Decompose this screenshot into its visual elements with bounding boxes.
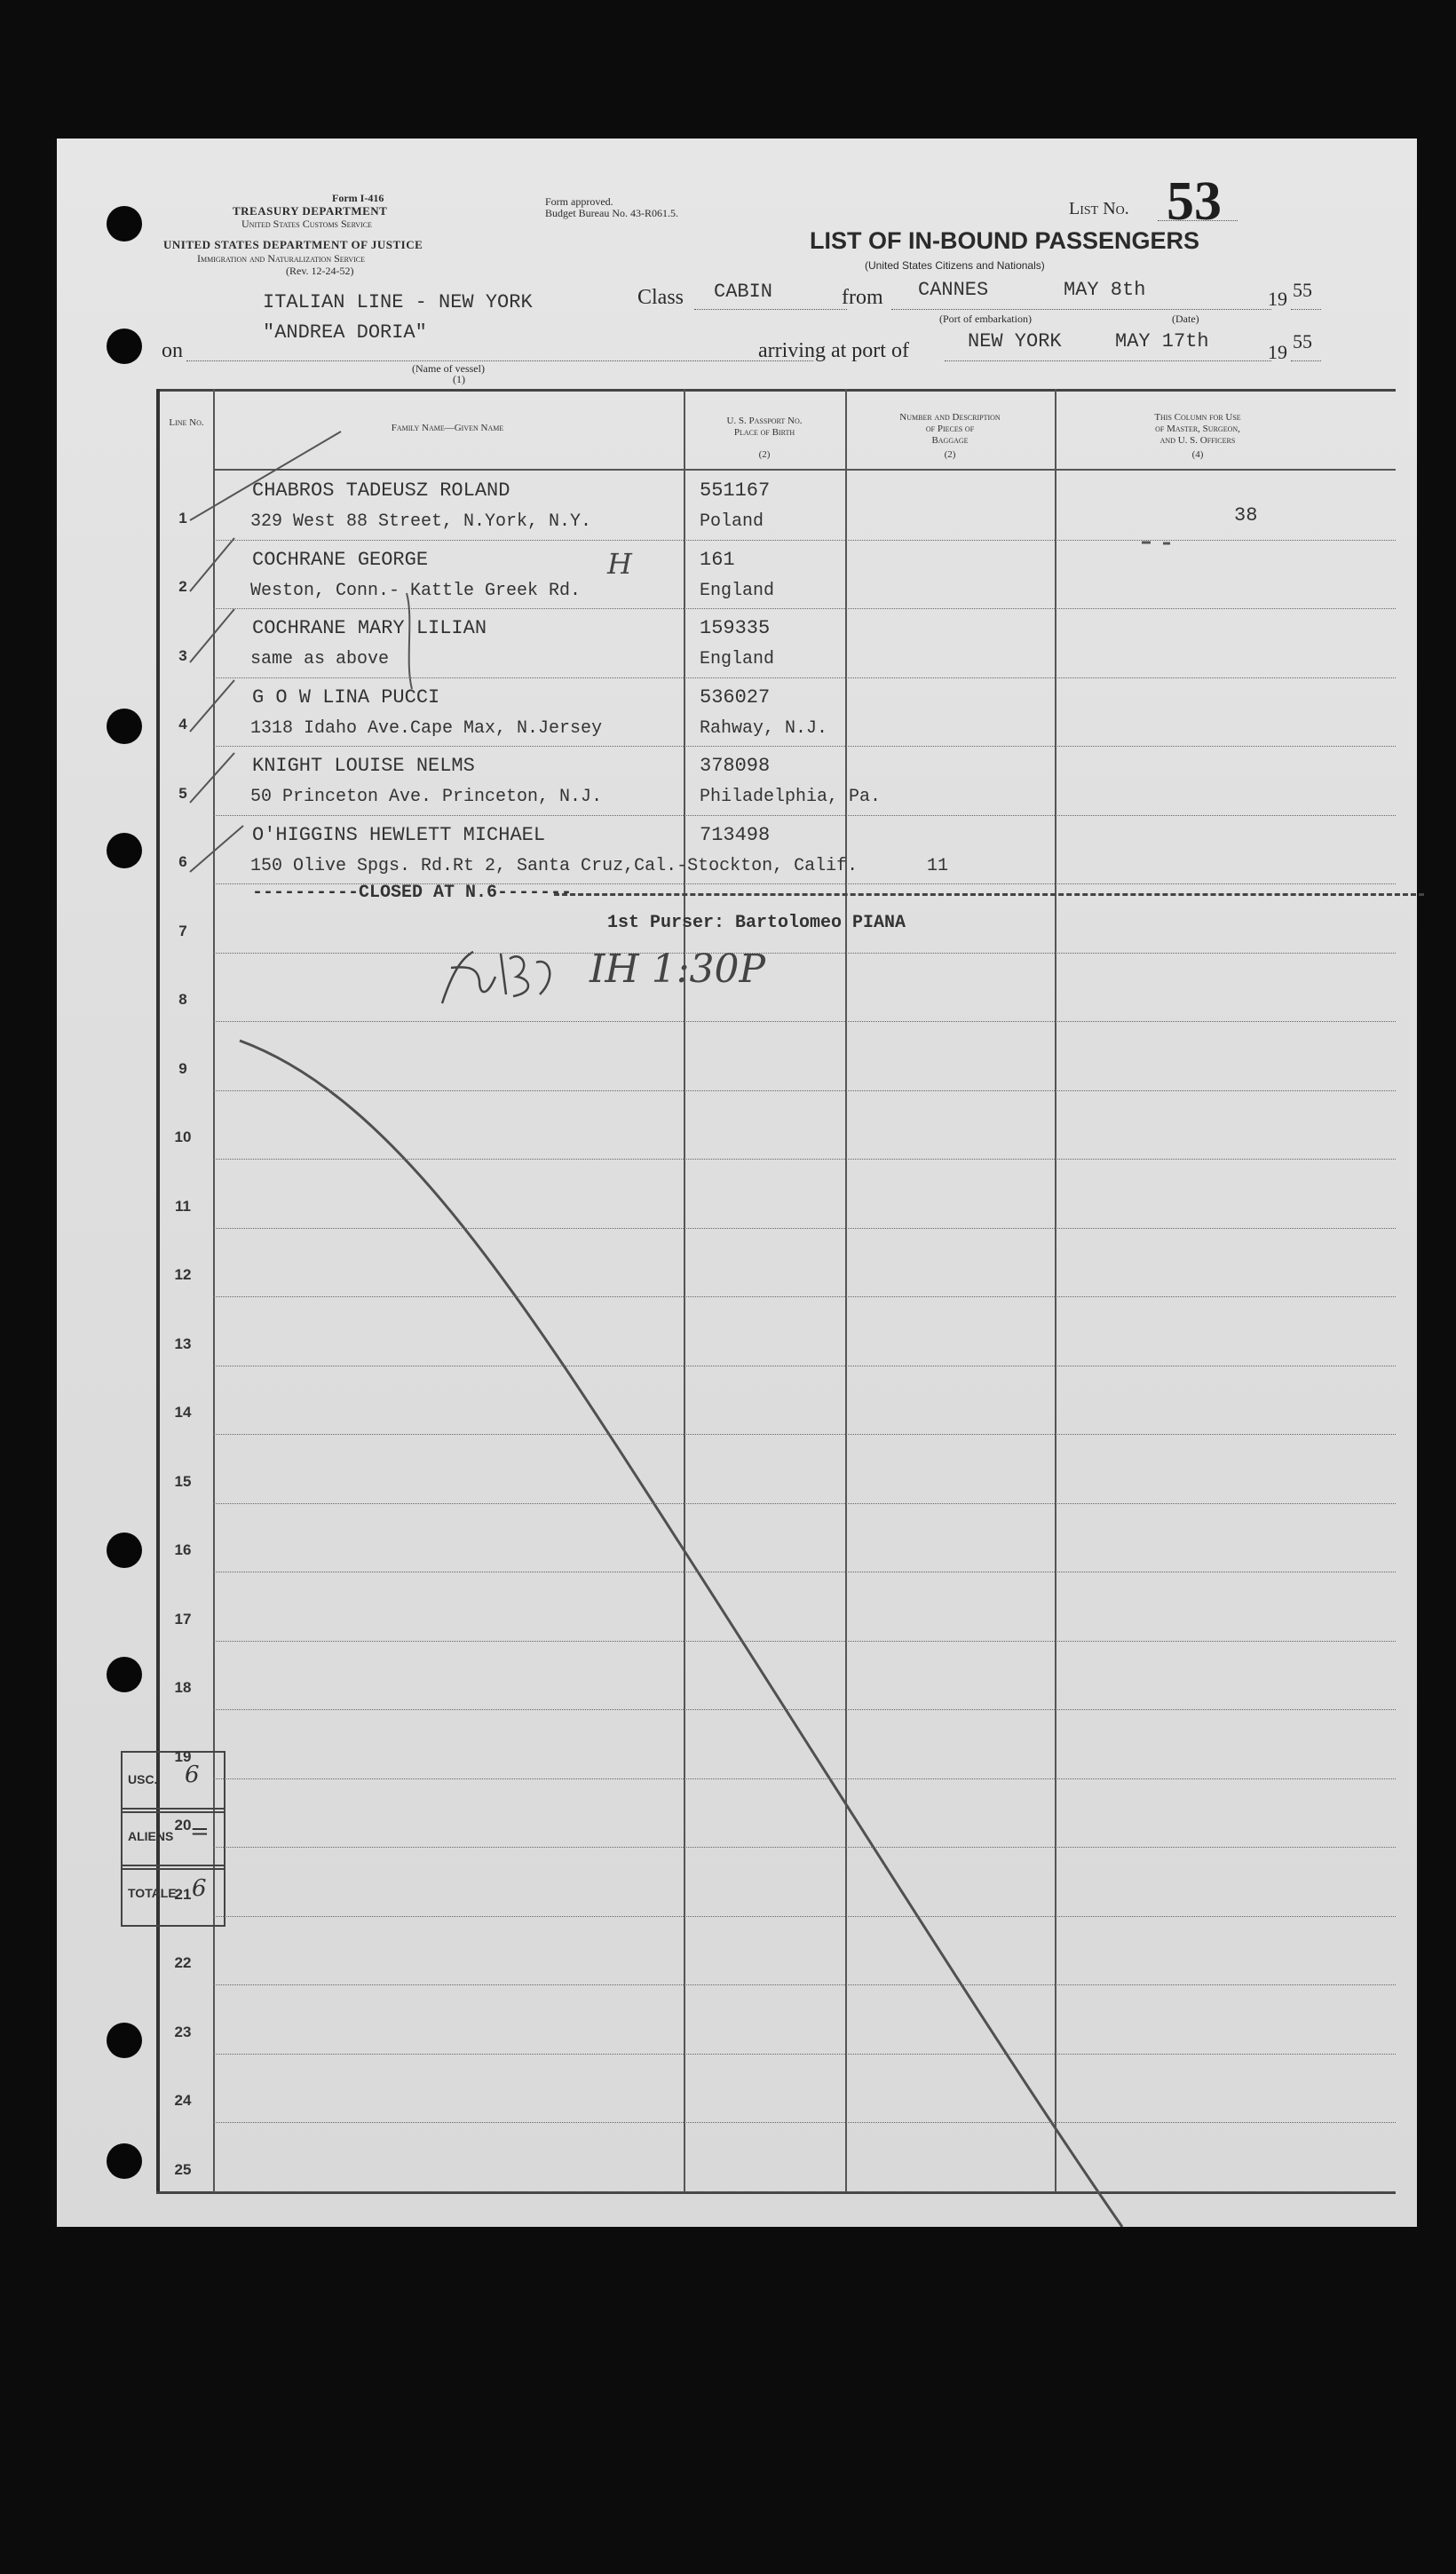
cancellation-strokes bbox=[57, 139, 1417, 2227]
on-label: on bbox=[162, 339, 183, 362]
vessel-name: "ANDREA DORIA" bbox=[263, 321, 427, 344]
row-rule bbox=[213, 883, 1396, 884]
passenger-address: Weston, Conn.- Kattle Greek Rd. bbox=[250, 581, 582, 601]
place-of-birth: Rahway, N.J. bbox=[700, 718, 828, 739]
arriving-label: arriving at port of bbox=[758, 339, 909, 362]
line-number: 5 bbox=[178, 785, 187, 802]
line-number: 19 bbox=[174, 1748, 192, 1765]
passport-number: 713498 bbox=[700, 824, 771, 846]
row-rule bbox=[213, 1159, 1396, 1160]
row-rule bbox=[213, 1090, 1396, 1091]
line-number: 3 bbox=[178, 647, 187, 664]
line-number: 4 bbox=[178, 716, 187, 733]
row-rule bbox=[213, 1021, 1396, 1022]
line-number: 6 bbox=[178, 853, 187, 870]
place-of-birth: Philadelphia, Pa. bbox=[700, 787, 882, 807]
line-number: 12 bbox=[174, 1266, 192, 1283]
place-of-birth: Poland bbox=[700, 511, 764, 532]
shipping-line: ITALIAN LINE - NEW YORK bbox=[263, 291, 533, 313]
purser-signature: 1st Purser: Bartolomeo PIANA bbox=[607, 913, 906, 933]
class-value: CABIN bbox=[714, 281, 773, 303]
passport-number: 159335 bbox=[700, 617, 771, 639]
col-birth: Place of Birth bbox=[733, 427, 795, 438]
col-name: Family Name—Given Name bbox=[391, 423, 504, 433]
row-rule bbox=[213, 815, 1396, 816]
line-number: 2 bbox=[178, 578, 187, 595]
punch-hole bbox=[107, 329, 142, 364]
form-approved: Form approved. bbox=[545, 195, 613, 208]
line-number: 24 bbox=[174, 2092, 192, 2109]
punch-hole bbox=[107, 1533, 142, 1568]
row-rule bbox=[213, 1847, 1396, 1848]
arrival-date: MAY 17th bbox=[1115, 330, 1209, 352]
passenger-address: 329 West 88 Street, N.York, N.Y. bbox=[250, 511, 592, 532]
line-number: 7 bbox=[178, 923, 187, 939]
line-number: 16 bbox=[174, 1541, 192, 1558]
line-number: 20 bbox=[174, 1817, 192, 1833]
passport-number: 551167 bbox=[700, 479, 771, 502]
year: 55 bbox=[1293, 279, 1312, 301]
line-number: 13 bbox=[174, 1335, 192, 1352]
place-of-birth: England bbox=[700, 649, 775, 669]
row-rule bbox=[213, 1434, 1396, 1435]
handwritten-mark: H bbox=[607, 547, 632, 581]
line-number: 11 bbox=[175, 1198, 191, 1215]
col-line-no: Line No. bbox=[169, 417, 204, 428]
passport-number: 536027 bbox=[700, 686, 771, 709]
line-number: 15 bbox=[174, 1473, 192, 1490]
date-caption: (Date) bbox=[1172, 313, 1199, 325]
stamp-usc: USC. 6 bbox=[121, 1751, 226, 1813]
row-rule bbox=[213, 1778, 1396, 1779]
handwritten-note: IH 1:30P bbox=[590, 946, 766, 992]
usc-count: 6 bbox=[185, 1762, 200, 1788]
budget-bureau: Budget Bureau No. 43-R061.5. bbox=[545, 207, 678, 219]
row-rule bbox=[213, 1984, 1396, 1985]
manifest-sheet: Form I-416 TREASURY DEPARTMENT United States Customs Service UNITED STATES DEPARTMENT OF JUSTICE Immigration and Naturalization Service (Rev. 12-24-52) Form approved. Budget Bureau No. 43-R061.5. LIST OF IN-BOUND PASSENGERS (United States Citizens and Nationals) List No. 53 ITALIAN LINE - NEW YORK Class CABIN from CANNES MAY 8th 19 55 (Port of embarkation) (Date) "ANDREA DORIA" on (Name of vessel) (1) arriving at port of NEW YORK MAY 17th 19 55 Line No. Family Name—Given Name U. S. Passport No. Place of Birth (2) Number and Description of Pieces of Baggage (2) This Column for Use of Master, Surgeon, and U. S. Officers (4) CHABROS TADEUSZ ROLAND 329 West 88 Street, N.York, N.Y. 551167 Poland 38 COCHRANE GEORGE Weston, Conn.- Kattle Greek Rd. 161 England COCHRANE MARY LILIAN same as above 159335 England G O W LINA PUCCI 1318 Idaho Ave.Cape Max, N.Jersey 536027 Rahway, N.J. KNIGHT LOUISE NELMS 50 Princeton Ave. Princeton, N.J. 378098 Philadelphia, Pa. O'HIGGINS HEWLETT MICHAEL 150 Olive Spgs. Rd.Rt 2, Santa Cruz,Cal.-Stockton, Calif. 713498 11 ----------CLOSED AT N.6------- 1st Purser: Bartolomeo PIANA IH 1:30P H USC. 6 ALIENS = TOTALE 6 1 2 3 4 5 6 7 8 9 10 11 12 13 14 15 16 17 18 19 20 21 22 23 24 25 bbox=[57, 139, 1417, 2227]
col-passport: U. S. Passport No. bbox=[726, 416, 803, 426]
punch-hole bbox=[107, 206, 142, 242]
punch-hole bbox=[107, 2023, 142, 2058]
closed-note: ----------CLOSED AT N.6------- bbox=[252, 883, 573, 903]
row-rule bbox=[213, 1296, 1396, 1297]
line-number: 1 bbox=[178, 510, 187, 527]
punch-hole bbox=[107, 2143, 142, 2179]
dept-justice: UNITED STATES DEPARTMENT OF JUSTICE bbox=[163, 238, 423, 251]
vessel-caption: (Name of vessel) bbox=[412, 362, 485, 375]
year-prefix: 19 bbox=[1268, 288, 1287, 310]
row-rule bbox=[213, 1228, 1396, 1229]
page-subtitle: (United States Citizens and Nationals) bbox=[865, 259, 1045, 272]
passenger-name: O'HIGGINS HEWLETT MICHAEL bbox=[252, 824, 546, 846]
row-rule bbox=[213, 608, 1396, 609]
row-rule bbox=[213, 1641, 1396, 1642]
line-number: 9 bbox=[178, 1060, 187, 1077]
port-caption: (Port of embarkation) bbox=[939, 313, 1032, 325]
line-number: 10 bbox=[174, 1129, 192, 1145]
row-rule bbox=[213, 540, 1396, 541]
row-rule bbox=[213, 2122, 1396, 2123]
class-label: Class bbox=[637, 286, 684, 309]
page-title: LIST OF IN-BOUND PASSENGERS bbox=[810, 227, 1200, 254]
passenger-address: same as above bbox=[250, 649, 390, 669]
row-rule bbox=[213, 2054, 1396, 2055]
line-number: 21 bbox=[174, 1886, 192, 1903]
form-number: Form I-416 bbox=[332, 192, 384, 204]
passenger-name: CHABROS TADEUSZ ROLAND bbox=[252, 479, 510, 502]
passenger-name: COCHRANE MARY LILIAN bbox=[252, 617, 487, 639]
punch-hole bbox=[107, 709, 142, 744]
port-embarkation: CANNES bbox=[918, 279, 989, 301]
row-rule bbox=[213, 1916, 1396, 1917]
passenger-name: KNIGHT LOUISE NELMS bbox=[252, 755, 475, 777]
stamp-total: TOTALE 6 bbox=[121, 1865, 226, 1927]
row-rule bbox=[213, 953, 1396, 954]
dept-justice-sub: Immigration and Naturalization Service bbox=[197, 252, 366, 265]
line-number: 23 bbox=[174, 2024, 192, 2040]
list-number: 53 bbox=[1167, 171, 1222, 232]
line-number: 17 bbox=[174, 1611, 192, 1628]
passenger-address: 1318 Idaho Ave.Cape Max, N.Jersey bbox=[250, 718, 603, 739]
row-rule bbox=[213, 1709, 1396, 1710]
form-revision: (Rev. 12-24-52) bbox=[286, 265, 354, 277]
passenger-name: COCHRANE GEORGE bbox=[252, 549, 429, 571]
col-baggage: Number and Description bbox=[899, 412, 1001, 423]
line-number: 8 bbox=[178, 991, 187, 1008]
line-number: 14 bbox=[174, 1404, 192, 1421]
line-number: 22 bbox=[174, 1954, 192, 1971]
from-label: from bbox=[842, 286, 883, 309]
row-rule bbox=[213, 746, 1396, 747]
punch-hole bbox=[107, 833, 142, 868]
arrival-year-prefix: 19 bbox=[1268, 341, 1287, 363]
passport-number: 161 bbox=[700, 549, 735, 571]
row-rule bbox=[213, 1503, 1396, 1504]
line-number: 25 bbox=[174, 2161, 192, 2178]
stamp-aliens: ALIENS = bbox=[121, 1808, 226, 1870]
total-count: 6 bbox=[192, 1875, 207, 1902]
aliens-count: = bbox=[190, 1818, 210, 1845]
col-officers: This Column for Use bbox=[1154, 412, 1241, 423]
passenger-name: G O W LINA PUCCI bbox=[252, 686, 440, 709]
passenger-address: 150 Olive Spgs. Rd.Rt 2, Santa Cruz,Cal.-Stockton, Calif. bbox=[250, 856, 859, 876]
arrival-port: NEW YORK bbox=[968, 330, 1062, 352]
dept-treasury: TREASURY DEPARTMENT bbox=[233, 204, 388, 218]
embark-date: MAY 8th bbox=[1064, 279, 1146, 301]
punch-hole bbox=[107, 1657, 142, 1692]
list-no-label: List No. bbox=[1069, 199, 1129, 218]
passenger-address: 50 Princeton Ave. Princeton, N.J. bbox=[250, 787, 603, 807]
row-rule bbox=[213, 2191, 1396, 2192]
arrival-year: 55 bbox=[1293, 330, 1312, 352]
officer-note: 38 bbox=[1234, 504, 1258, 527]
line-number: 18 bbox=[174, 1679, 192, 1696]
dept-treasury-sub: United States Customs Service bbox=[241, 218, 372, 230]
row-rule bbox=[213, 677, 1396, 678]
baggage-count: 11 bbox=[927, 856, 949, 876]
passport-number: 378098 bbox=[700, 755, 771, 777]
place-of-birth: England bbox=[700, 581, 775, 601]
